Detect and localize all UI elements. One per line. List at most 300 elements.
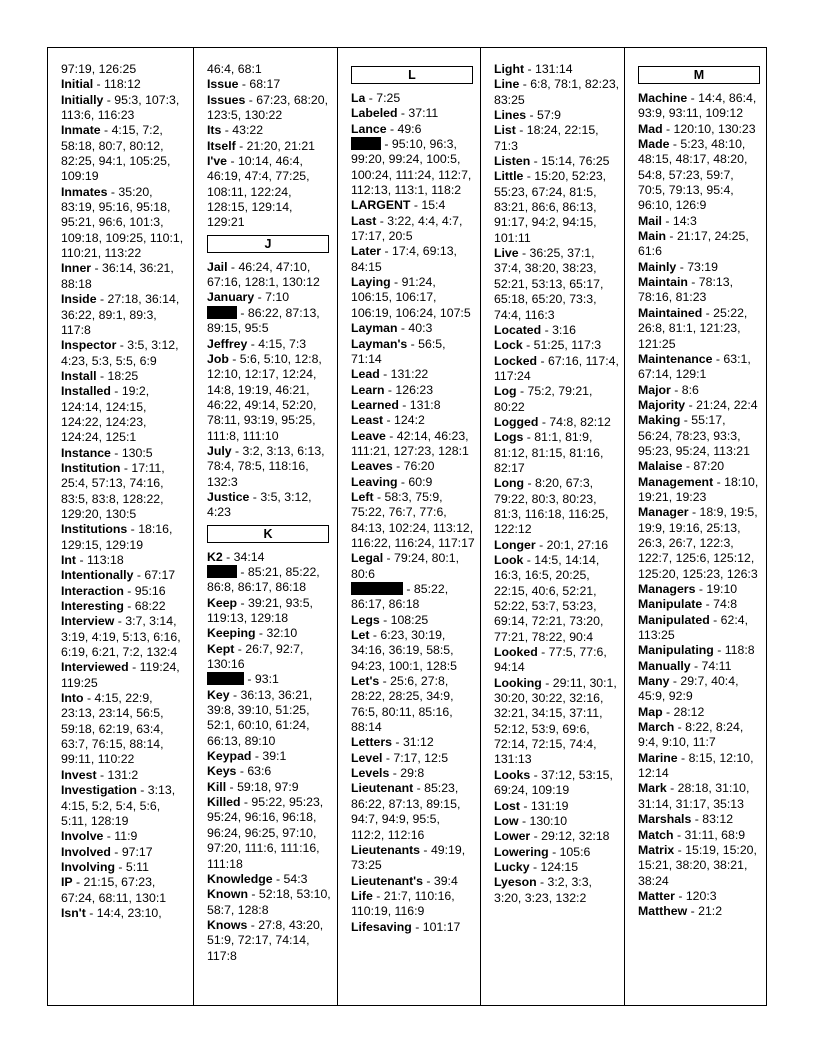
page-line-references: - 60:9 [397, 474, 433, 489]
index-entry [494, 384, 620, 415]
page-line-references: - 21:17, 24:25, 61:6 [638, 229, 749, 259]
index-entry [351, 781, 476, 842]
index-entry [494, 476, 620, 537]
index-term: Keeping [207, 626, 256, 641]
page-line-references: - 95:16 [123, 583, 166, 598]
index-term: Known [207, 887, 248, 902]
index-term: LARGENT [351, 198, 411, 213]
index-term: Making [638, 413, 681, 428]
index-term: Letters [351, 735, 393, 750]
page-line-references: - 4:15, 7:2, 58:18, 80:7, 80:12, 82:25, 94:1, 105:25, 109:19 [61, 123, 171, 184]
page-line-references: - 67:17 [133, 568, 176, 583]
index-term: Let's [351, 674, 380, 689]
page-line-references: - 5:6, 5:10, 12:8, 12:10, 12:17, 12:24, 14:8, 19:19, 46:21, 46:22, 49:14, 52:20, 78:11, 93:19, 95:25, 111:8, 111:10 [207, 351, 322, 443]
index-entry [351, 490, 476, 551]
index-entry [61, 845, 189, 860]
index-entry [351, 766, 476, 781]
page-line-references: - 119:24, 119:25 [61, 660, 180, 690]
page-line-references: - 14:4, 86:4, 93:9, 93:11, 109:12 [638, 91, 757, 121]
index-term: Locked [494, 353, 538, 368]
index-entry [351, 91, 476, 106]
page-line-references: - 7:17, 12:5 [382, 750, 449, 765]
index-term: Keypad [207, 749, 252, 764]
page-line-references: - 29:11, 30:1, 30:20, 30:22, 32:16, 32:21, 34:15, 37:11, 52:12, 53:9, 69:6, 72:14, 72:15, 74:4, 131:13 [494, 675, 617, 767]
index-entry [207, 306, 333, 337]
index-term: Institutions [61, 522, 128, 537]
index-entry [638, 275, 762, 306]
page-line-references: - 124:2 [383, 413, 425, 428]
index-term: Interesting [61, 599, 124, 614]
redaction-block [351, 582, 403, 595]
index-entry [638, 459, 762, 474]
page-line-references: - 67:23, 68:20, 123:5, 130:22 [207, 92, 329, 123]
page-line-references: - 19:2, 124:14, 124:15, 124:22, 124:23, 124:24, 125:1 [61, 384, 150, 445]
page-line-references: - 131:19 [519, 798, 569, 813]
index-entry [494, 169, 620, 246]
page-line-references: - 95:22, 95:23, 95:24, 96:16, 96:18, 96:24, 96:25, 97:10, 97:20, 111:6, 111:16, 111:18 [207, 795, 324, 871]
page-line-references: - 19:10 [695, 582, 738, 596]
index-term: Laying [351, 275, 391, 290]
page-line-references: - 27:8, 43:20, 51:9, 72:17, 74:14, 117:8 [207, 917, 324, 963]
index-entry [494, 415, 620, 430]
index-term: Life [351, 888, 373, 903]
index-term: Initially [61, 92, 104, 107]
page-line-references: - 85:22, 86:17, 86:18 [351, 582, 449, 612]
index-entry [207, 565, 333, 596]
page-line-references: - 55:17, 56:24, 78:23, 93:3, 95:23, 95:24, 113:21 [638, 413, 750, 458]
index-entry [638, 659, 762, 674]
page-line-references: - 31:11, 68:9 [673, 827, 746, 842]
page-line-references: - 18:16, 129:15, 129:19 [61, 522, 173, 552]
page-line-references: - 87:20 [682, 459, 725, 474]
page-line-references: - 35:20, 83:19, 95:16, 95:18, 95:21, 96:6, 101:3, 109:18, 109:25, 110:1, 110:21, 113:22 [61, 184, 184, 261]
index-term: Log [494, 384, 517, 399]
index-entry [494, 814, 620, 829]
index-entry [351, 122, 476, 137]
index-term: Marine [638, 750, 678, 765]
index-term: Looked [494, 645, 538, 660]
index-entry [494, 323, 620, 338]
page-line-references: - 25:22, 26:8, 81:1, 121:23, 121:25 [638, 305, 748, 351]
index-term: Keep [207, 595, 238, 610]
page-line-references: - 26:7, 92:7, 130:16 [207, 641, 304, 672]
index-term: Live [494, 246, 519, 261]
page-line-references: - 14:3 [661, 213, 697, 228]
index-entry [351, 889, 476, 920]
page-line-references: - 15:20, 52:23, 55:23, 67:24, 81:5, 83:21, 86:6, 86:13, 91:17, 94:2, 94:15, 101:11 [494, 169, 607, 245]
index-term: Institution [61, 460, 121, 475]
index-entry [351, 874, 476, 889]
page-line-references: - 21:24, 22:4 [685, 397, 758, 412]
index-term: Knows [207, 917, 248, 932]
index-term: Itself [207, 138, 236, 153]
page-line-references: - 120:10, 130:23 [662, 121, 756, 136]
index-term: Kept [207, 641, 235, 656]
index-term: Map [638, 704, 663, 719]
index-term: Issue [207, 77, 239, 92]
page-line-references: - 68:17 [238, 77, 281, 92]
index-term: Manipulated [638, 612, 710, 627]
page-line-references: - 10:14, 46:4, 46:19, 47:4, 77:25, 108:11, 122:24, 128:15, 129:14, 129:21 [207, 154, 310, 230]
index-entry [61, 338, 189, 369]
page-line-references: - 14:4, 23:10, [85, 905, 162, 920]
index-entry [494, 676, 620, 768]
index-entry [351, 214, 476, 245]
page-line-references: - 101:17 [411, 919, 461, 934]
index-term: Involved [61, 844, 111, 859]
index-entry [638, 214, 762, 229]
index-term: Inspector [61, 338, 117, 353]
index-term: Kill [207, 779, 227, 794]
page-line-references: - 8:15, 12:10, 12:14 [638, 750, 754, 781]
index-term: Maintenance [638, 351, 713, 366]
page-line-references: 97:19, 126:25 [61, 62, 137, 76]
index-entry [351, 459, 476, 474]
index-entry [494, 123, 620, 154]
index-entry [494, 860, 620, 875]
index-entry [494, 154, 620, 169]
index-term: Listen [494, 154, 531, 169]
index-term: La [351, 91, 366, 105]
index-entry [351, 582, 476, 613]
index-term: Many [638, 674, 670, 689]
page-line-references: - 20:1, 27:16 [535, 537, 609, 552]
index-column-3 [337, 48, 480, 1005]
page-line-references: - 7:25 [365, 91, 401, 105]
index-entry [494, 62, 620, 77]
index-page-frame [47, 47, 767, 1006]
page-line-references: - 14:5, 14:14, 16:3, 16:5, 20:25, 22:15, 40:6, 52:21, 52:22, 53:7, 53:23, 69:14, 72:21, 73:20, 77:21, 78:22, 90:4 [494, 553, 604, 644]
index-entry [207, 887, 333, 918]
index-term: Lyeson [494, 875, 537, 890]
page-line-references: - 130:10 [518, 813, 568, 828]
index-entry [638, 674, 762, 705]
index-entry [207, 550, 333, 565]
page-line-references: - 131:14 [524, 62, 573, 76]
index-entry [494, 645, 620, 676]
index-term: Managers [638, 582, 696, 596]
index-term: Major [638, 382, 671, 397]
index-entry [494, 845, 620, 860]
index-term: Knowledge [207, 871, 273, 886]
index-term: Left [351, 489, 374, 504]
page-line-references: - 21:20, 21:21 [235, 138, 316, 153]
index-term: Int [61, 553, 77, 567]
index-entry [207, 642, 333, 673]
page-line-references: - 6:8, 78:1, 82:23, 83:25 [494, 77, 620, 107]
index-term: Interviewed [61, 660, 129, 675]
index-term: Into [61, 691, 84, 706]
page-line-references: - 73:19 [676, 259, 718, 274]
index-term: Low [494, 813, 519, 828]
index-entry [351, 337, 476, 368]
index-entry [61, 384, 189, 445]
index-term: Looks [494, 767, 531, 782]
index-entry [494, 338, 620, 353]
page-line-references: - 74:8, 82:12 [538, 414, 611, 429]
index-term: Mail [638, 213, 662, 228]
index-term: Logged [494, 414, 539, 429]
index-entry [61, 860, 189, 875]
page-line-references: - 52:18, 53:10, 58:7, 128:8 [207, 887, 331, 917]
index-entry [638, 889, 762, 904]
index-entry [494, 553, 620, 645]
page-line-references: - 56:5, 71:14 [351, 336, 446, 366]
index-term: Let [351, 628, 370, 643]
page-line-references: - 34:14 [222, 549, 265, 564]
index-entry [351, 475, 476, 490]
index-term: Inner [61, 261, 92, 276]
index-entry [61, 691, 189, 768]
index-term: Maintained [638, 305, 703, 320]
page-line-references: - 17:11, 25:4, 57:13, 74:16, 83:5, 83:8, 128:22, 129:20, 130:5 [61, 460, 165, 521]
index-entry [494, 875, 620, 906]
index-term: Majority [638, 397, 686, 412]
index-entry [638, 828, 762, 843]
index-entry [494, 354, 620, 385]
index-entry [61, 568, 189, 583]
page-line-references: - 3:13, 4:15, 5:2, 5:4, 5:6, 5:11, 128:19 [61, 783, 176, 828]
page-line-references: 46:4, 68:1 [207, 62, 262, 76]
index-entry [638, 413, 762, 459]
page-line-references: - 18:9, 19:5, 19:9, 19:16, 25:13, 26:3, 26:7, 122:3, 122:7, 125:6, 125:12, 125:20, 125:23, 126:3 [638, 505, 758, 581]
index-entry [61, 522, 189, 553]
index-term: January [207, 290, 255, 305]
index-entry [207, 352, 333, 444]
index-term: Lock [494, 338, 523, 353]
index-entry [494, 799, 620, 814]
index-term: Lance [351, 121, 387, 136]
index-entry [351, 383, 476, 398]
page-line-references: - 77:5, 77:6, 94:14 [494, 645, 607, 675]
index-entry [351, 367, 476, 382]
index-entry [638, 705, 762, 720]
page-line-references: - 3:2, 3:13, 6:13, 78:4, 78:5, 118:16, 132:3 [207, 443, 325, 489]
index-entry [207, 490, 333, 521]
index-term: Job [207, 351, 229, 366]
page-line-references: - 63:6 [236, 764, 272, 779]
page-line-references: - 8:20, 67:3, 79:22, 80:3, 80:23, 81:3, 116:18, 116:25, 122:12 [494, 476, 609, 537]
index-entry [61, 369, 189, 384]
index-entry [61, 783, 189, 829]
page-line-references: - 49:19, 73:25 [351, 842, 466, 873]
index-column-1 [48, 48, 193, 1005]
page-line-references: - 15:4 [410, 198, 446, 213]
page-line-references: - 28:18, 31:10, 31:14, 31:17, 35:13 [638, 781, 750, 811]
page-line-references: - 95:10, 96:3, 99:20, 99:24, 100:5, 100:24, 111:24, 112:7, 112:13, 113:1, 118:2 [351, 137, 472, 198]
page-line-references: - 3:22, 4:4, 4:7, 17:17, 20:5 [351, 213, 463, 244]
index-term: Matter [638, 888, 675, 903]
index-entry [638, 137, 762, 214]
page-line-references: - 85:23, 86:22, 87:13, 89:15, 94:7, 94:9, 95:5, 112:2, 112:16 [351, 781, 461, 842]
index-term: Level [351, 750, 383, 765]
index-entry [61, 185, 189, 262]
page-line-references: - 85:21, 85:22, 86:8, 86:17, 86:18 [207, 564, 320, 595]
page-line-references: - 120:3 [674, 888, 717, 903]
index-entry [61, 599, 189, 614]
page-line-references: - 39:4 [422, 873, 458, 888]
index-term: Install [61, 368, 97, 383]
index-entry [494, 768, 620, 799]
index-entry [351, 413, 476, 428]
page-line-references: - 54:3 [272, 871, 308, 886]
index-term: I've [207, 154, 228, 169]
index-term: Manager [638, 505, 689, 520]
index-term: Match [638, 827, 674, 842]
index-entry [207, 780, 333, 795]
page-line-references: - 131:22 [379, 367, 429, 382]
index-entry [351, 198, 476, 213]
index-entry [207, 337, 333, 352]
index-term: Invest [61, 767, 97, 782]
index-entry [207, 62, 333, 77]
index-term: Inmate [61, 123, 101, 138]
index-term: Inmates [61, 184, 108, 199]
index-entry [351, 321, 476, 336]
page-line-references: - 79:24, 80:1, 80:6 [351, 551, 460, 581]
index-term: Instance [61, 445, 111, 460]
index-entry [638, 843, 762, 889]
redaction-block [351, 137, 381, 150]
page-line-references: - 4:15, 22:9, 23:13, 23:14, 56:5, 59:18, 62:19, 63:4, 63:7, 76:15, 88:14, 99:11, 110:22 [61, 691, 164, 767]
page-line-references: - 74:11 [690, 658, 732, 673]
page-line-references: - 3:5, 3:12, 4:23 [207, 489, 312, 520]
index-column-2 [193, 48, 337, 1005]
index-term: Look [494, 553, 524, 567]
page-line-references: - 57:9 [526, 108, 561, 123]
index-term: Lucky [494, 859, 530, 874]
index-entry [638, 260, 762, 275]
index-term: Inside [61, 292, 97, 307]
index-entry [61, 553, 189, 568]
page-line-references: - 58:3, 75:9, 75:22, 76:7, 77:6, 84:13, 102:24, 113:12, 116:22, 116:24, 117:17 [351, 489, 475, 550]
index-term: Its [207, 123, 222, 138]
page-line-references: - 81:1, 81:9, 81:12, 81:15, 81:16, 82:17 [494, 430, 604, 475]
page-line-references: - 3:5, 3:12, 4:23, 5:3, 5:5, 6:9 [61, 338, 179, 368]
index-term: Manually [638, 658, 691, 673]
page-line-references: - 29:12, 32:18 [530, 829, 610, 844]
index-entry [61, 77, 189, 92]
index-entry [61, 584, 189, 599]
page-line-references: - 32:10 [255, 626, 298, 641]
page-line-references: - 36:13, 36:21, 39:8, 39:10, 51:25, 52:1, 60:10, 61:24, 66:13, 89:10 [207, 687, 313, 748]
index-term: Mainly [638, 259, 677, 274]
index-entry [638, 643, 762, 658]
page-line-references: - 49:6 [386, 121, 422, 136]
index-entry [207, 290, 333, 305]
page-line-references: - 5:11 [114, 859, 149, 874]
index-entry [61, 261, 189, 292]
index-term: Layman's [351, 336, 408, 351]
index-term: Leaves [351, 459, 393, 474]
index-term: Intentionally [61, 568, 134, 583]
page-line-references: - 91:24, 106:15, 106:17, 106:19, 106:24, 107:5 [351, 275, 471, 320]
section-letter-header: M [638, 66, 760, 84]
page-line-references: - 39:1 [251, 749, 287, 764]
page-line-references: - 118:8 [713, 643, 755, 658]
page-line-references: - 15:19, 15:20, 15:21, 38:20, 38:21, 38:24 [638, 842, 757, 888]
index-term: Labeled [351, 106, 398, 121]
index-entry [638, 475, 762, 506]
index-term: Involve [61, 829, 104, 844]
index-entry [207, 626, 333, 641]
index-entry [494, 246, 620, 323]
index-term: Initial [61, 77, 94, 92]
index-term: Light [494, 62, 525, 76]
section-letter-header: J [207, 235, 329, 253]
page-line-references: - 59:18, 97:9 [226, 779, 299, 794]
index-term: Matrix [638, 842, 675, 857]
page-line-references: - 39:21, 93:5, 119:13, 129:18 [207, 595, 313, 625]
page-line-references: - 37:12, 53:15, 69:24, 109:19 [494, 767, 613, 798]
index-term: Legs [351, 612, 380, 627]
page-line-references: - 18:24, 22:15, 71:3 [494, 123, 599, 153]
section-letter-header: L [351, 66, 473, 84]
index-entry [207, 77, 333, 92]
page-line-references: - 8:6 [670, 382, 699, 397]
index-term: Looking [494, 675, 542, 690]
index-entry [61, 446, 189, 461]
page-line-references: - 27:18, 36:14, 36:22, 89:1, 89:3, 117:8 [61, 292, 180, 337]
index-entry [207, 688, 333, 749]
index-entry [207, 139, 333, 154]
index-term: Legal [351, 551, 384, 566]
page-line-references: - 18:25 [96, 368, 139, 383]
index-entry [61, 614, 189, 660]
index-term: Investigation [61, 783, 137, 798]
index-term: Lead [351, 367, 380, 382]
index-entry [351, 137, 476, 198]
index-term: Lieutenants [351, 842, 421, 857]
index-term: Lower [494, 829, 531, 844]
index-term: Jeffrey [207, 336, 248, 351]
page-line-references: - 3:7, 3:14, 3:19, 4:19, 5:13, 6:16, 6:19, 6:21, 7:2, 132:4 [61, 614, 181, 660]
index-term: Jail [207, 259, 228, 274]
page-line-references: - 40:3 [397, 321, 433, 336]
page-line-references: - 25:6, 27:8, 28:22, 28:25, 34:9, 76:5, 80:11, 85:16, 88:14 [351, 674, 454, 735]
index-term: Line [494, 77, 520, 92]
index-term: Main [638, 229, 667, 244]
index-entry [351, 398, 476, 413]
index-entry [494, 77, 620, 108]
index-entry [351, 613, 476, 628]
page-line-references: - 42:14, 46:23, 111:21, 127:23, 128:1 [351, 428, 469, 458]
index-term: Lieutenant [351, 781, 414, 796]
index-term: Involving [61, 859, 115, 874]
index-entry [638, 781, 762, 812]
index-term: Interview [61, 614, 115, 629]
index-entry [351, 674, 476, 735]
page-line-references: - 124:15 [529, 859, 579, 874]
index-term: K2 [207, 549, 223, 564]
index-term: July [207, 443, 232, 458]
index-entry [207, 672, 333, 687]
index-entry [638, 383, 762, 398]
index-entry [351, 429, 476, 460]
page-line-references: - 21:7, 110:16, 110:19, 116:9 [351, 888, 455, 919]
index-term: Lost [494, 798, 520, 813]
index-entry [207, 872, 333, 887]
index-term: Leaving [351, 474, 398, 489]
index-term: Matthew [638, 904, 688, 919]
index-term: Located [494, 322, 542, 337]
page-line-references: - 51:25, 117:3 [522, 338, 602, 353]
index-column-4 [480, 48, 624, 1005]
index-entry [638, 352, 762, 383]
page-line-references: - 46:24, 47:10, 67:16, 128:1, 130:12 [207, 259, 320, 290]
index-entry [61, 62, 189, 77]
page-line-references: - 108:25 [379, 612, 429, 627]
